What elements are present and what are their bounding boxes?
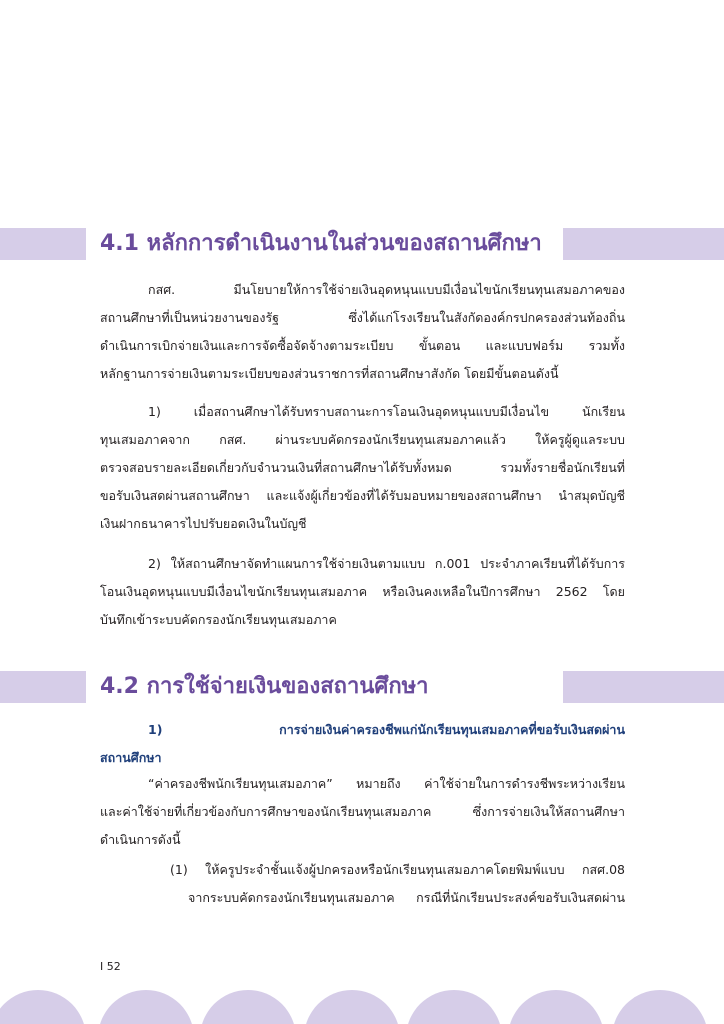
text-line: 1) เมื่อสถานศึกษาได้รับทราบสถานะการโอนเงินอุดหนุนแบบมีเงื่อนไข นักเรียน: [148, 404, 625, 419]
footer-decoration: [0, 990, 724, 1024]
decorative-circle: [304, 990, 400, 1024]
text-line: หลักฐานการจ่ายเงินตามระเบียบของส่วนราชการที่สถานศึกษาสังกัด โดยมีขั้นตอนดังนี้: [100, 366, 559, 381]
decorative-circle: [612, 990, 708, 1024]
section-band-left: [0, 228, 90, 260]
decorative-circle: [98, 990, 194, 1024]
section2-heading: [100, 716, 625, 772]
text-line: ดำเนินการเบิกจ่ายเงินและการจัดซื้อจัดจ้างตามระเบียบ ขั้นตอน และแบบฟอร์ม รวมทั้ง: [100, 338, 625, 353]
section1-item1: [100, 398, 625, 538]
text-line: สถานศึกษาที่เป็นหน่วยงานของรัฐ ซึ่งได้แก่โรงเรียนในสังกัดองค์กรปกครองส่วนท้องถิ่น: [100, 310, 625, 325]
text-line: เงินฝากธนาคารไปปรับยอดเงินในบัญชี: [100, 516, 307, 531]
text-line: จากระบบคัดกรองนักเรียนทุนเสมอภาค กรณีที่นักเรียนประสงค์ขอรับเงินสดผ่าน: [188, 890, 625, 905]
text-line: (1) ให้ครูประจำชั้นแจ้งผู้ปกครองหรือนักเรียนทุนเสมอภาคโดยพิมพ์แบบ กสศ.08: [170, 862, 625, 877]
section2-subitem1: [100, 856, 625, 912]
text-line: “ค่าครองชีพนักเรียนทุนเสมอภาค” หมายถึง ค่าใช้จ่ายในการดำรงชีพระหว่างเรียน: [148, 776, 625, 791]
decorative-circle: [200, 990, 296, 1024]
text-line: โอนเงินอุดหนุนแบบมีเงื่อนไขนักเรียนทุนเสมอภาค หรือเงินคงเหลือในปีการศึกษา 2562 โดย: [100, 584, 625, 599]
section-band-left: [0, 671, 90, 703]
decorative-circle: [0, 990, 86, 1024]
text-line: 1) การจ่ายเงินค่าครองชีพแก่นักเรียนทุนเสมอภาคที่ขอรับเงินสดผ่าน: [148, 722, 625, 737]
text-line: ตรวจสอบรายละเอียดเกี่ยวกับจำนวนเงินที่สถานศึกษาได้รับทั้งหมด รวมทั้งรายชื่อนักเรียนที่: [100, 460, 625, 475]
section-title-4-1: 4.1 หลักการดำเนินงานในส่วนของสถานศึกษา: [86, 224, 556, 264]
text-line: บันทึกเข้าระบบคัดกรองนักเรียนทุนเสมอภาค: [100, 612, 337, 627]
section1-item2: [100, 550, 625, 634]
section2-definition: [100, 770, 625, 854]
decorative-circle: [406, 990, 502, 1024]
section-band-right: [563, 228, 724, 260]
text-line: ขอรับเงินสดผ่านสถานศึกษา และแจ้งผู้เกี่ยวข้องที่ได้รับมอบหมายของสถานศึกษา นำสมุดบัญชี: [100, 488, 625, 503]
text-line: และค่าใช้จ่ายที่เกี่ยวข้องกับการศึกษาของนักเรียนทุนเสมอภาค ซึ่งการจ่ายเงินให้สถานศึกษา: [100, 804, 625, 819]
text-line: กสศ. มีนโยบายให้การใช้จ่ายเงินอุดหนุนแบบมีเงื่อนไขนักเรียนทุนเสมอภาคของ: [148, 282, 625, 297]
section1-intro: [100, 276, 625, 388]
decorative-circle: [508, 990, 604, 1024]
text-line: สถานศึกษา: [100, 750, 162, 765]
section-band-right: [563, 671, 724, 703]
text-line: 2) ให้สถานศึกษาจัดทำแผนการใช้จ่ายเงินตามแบบ ก.001 ประจำภาคเรียนที่ได้รับการ: [148, 556, 625, 571]
page-number: I 52: [100, 960, 121, 973]
section-title-4-2: 4.2 การใช้จ่ายเงินของสถานศึกษา: [86, 667, 443, 707]
text-line: ดำเนินการดังนี้: [100, 832, 181, 847]
text-line: ทุนเสมอภาคจาก กสศ. ผ่านระบบคัดกรองนักเรียนทุนเสมอภาคแล้ว ให้ครูผู้ดูแลระบบ: [100, 432, 625, 447]
